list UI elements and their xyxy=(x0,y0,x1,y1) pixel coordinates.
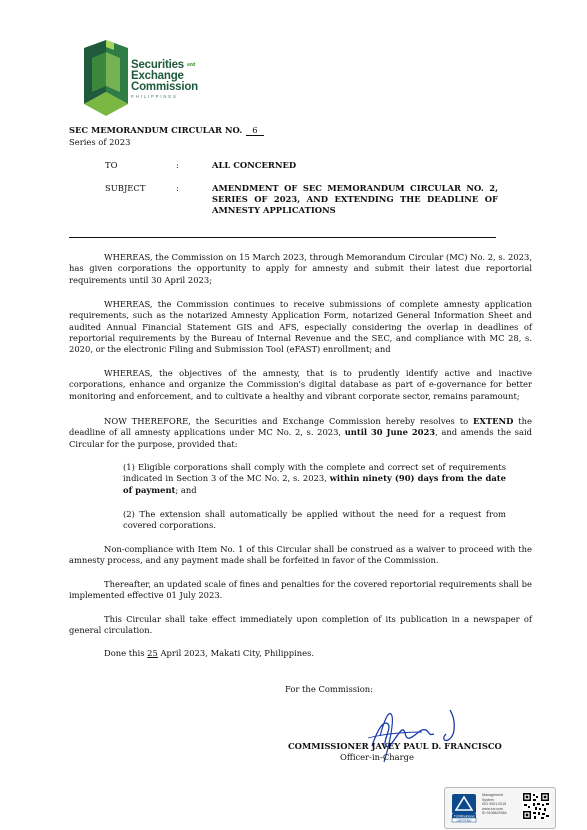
subject-label: SUBJECT xyxy=(105,183,146,193)
tuv-badge-text: TÜVRheinland xyxy=(453,814,475,819)
signatory-title: Officer-in-Charge xyxy=(340,752,414,762)
tuv-certified-mark xyxy=(451,793,477,823)
memo-number-line: SEC MEMORANDUM CIRCULAR NO. 6 xyxy=(69,125,264,136)
paragraph-thereafter: Thereafter, an updated scale of fines and penalties for the covered reportorial requirements shall be implemented effective 01 July 2023. xyxy=(69,579,532,601)
subject-colon: : xyxy=(176,183,179,193)
paragraph-now-therefore: NOW THEREFORE, the Securities and Exchange Commission hereby resolves to EXTEND the deadline of all amnesty applications under MC No. 2, s. 2023, until 30 June 2023, and amends the said Circular for the purpose, provided that: xyxy=(69,416,532,449)
paragraph-effectivity: This Circular shall take effect immediately upon completion of its publication in a newspaper of general circulation. xyxy=(69,614,532,636)
paragraph-whereas-3: WHEREAS, the objectives of the amnesty, that is to prudently identify active and inactive corporations, enhance and organize the Commission's digital database as part of e-governance for better monitoring and enforcement, and to cultivate a healthy and vibrant corporate sector, remains paramount; xyxy=(69,368,532,401)
subject-value: AMENDMENT OF SEC MEMORANDUM CIRCULAR NO. 2, SERIES OF 2023, AND EXTENDING THE DEADLINE OF AMNESTY APPLICATIONS xyxy=(212,183,498,215)
to-label: TO xyxy=(105,160,118,170)
done-line: Done this 25 April 2023, Makati City, Philippines. xyxy=(104,648,315,658)
certification-label: Management System ISO 9001:2015 www.tuv.com ID 9108629384 xyxy=(482,793,507,816)
memo-number: 6 xyxy=(246,125,263,136)
signatory-name: COMMISSIONER JAVEY PAUL D. FRANCISCO xyxy=(288,741,502,751)
qr-code xyxy=(522,792,550,820)
provision-item-1: (1) Eligible corporations shall comply with the complete and correct set of requirements indicated in Section 3 of the MC No. 2, s. 2023, within ninety (90) days from the date of payment; and xyxy=(123,462,506,495)
to-colon: : xyxy=(176,160,179,170)
provision-item-2: (2) The extension shall automatically be applied without the need for a request from covered corporations. xyxy=(123,509,506,531)
paragraph-whereas-2: WHEREAS, the Commission continues to receive submissions of complete amnesty application requirements, such as the notarized Amnesty Application Form, notarized General Information Sheet and audited Annual Financial Statement GIS and AFS, especially considering the overlap in deadlines of reportorial requirements by the Bureau of Internal Revenue and the SEC, and compliance with MC 28, s. 2020, or the electronic Filing and Submission Tool (eFAST) enrollment; and xyxy=(69,299,532,355)
paragraph-non-compliance: Non-compliance with Item No. 1 of this Circular shall be construed as a waiver to proceed with the amnesty process, and any payment made shall be forfeited in favor of the Commission. xyxy=(69,544,532,566)
tuv-badge-sub: CERTIFIED xyxy=(456,818,472,823)
divider xyxy=(69,237,496,238)
for-commission: For the Commission: xyxy=(285,684,373,694)
to-value: ALL CONCERNED xyxy=(212,160,297,170)
series-line: Series of 2023 xyxy=(69,137,131,147)
sec-logo-text: Securities $^{and}$ Exchange Commission PHILIPPINES xyxy=(131,59,199,99)
paragraph-whereas-1: WHEREAS, the Commission on 15 March 2023, through Memorandum Circular (MC) No. 2, s. 2023, has given corporations the opportunity to apply for amnesty and submit their latest due reportorial requirements until 30 April 2023; xyxy=(69,252,532,285)
